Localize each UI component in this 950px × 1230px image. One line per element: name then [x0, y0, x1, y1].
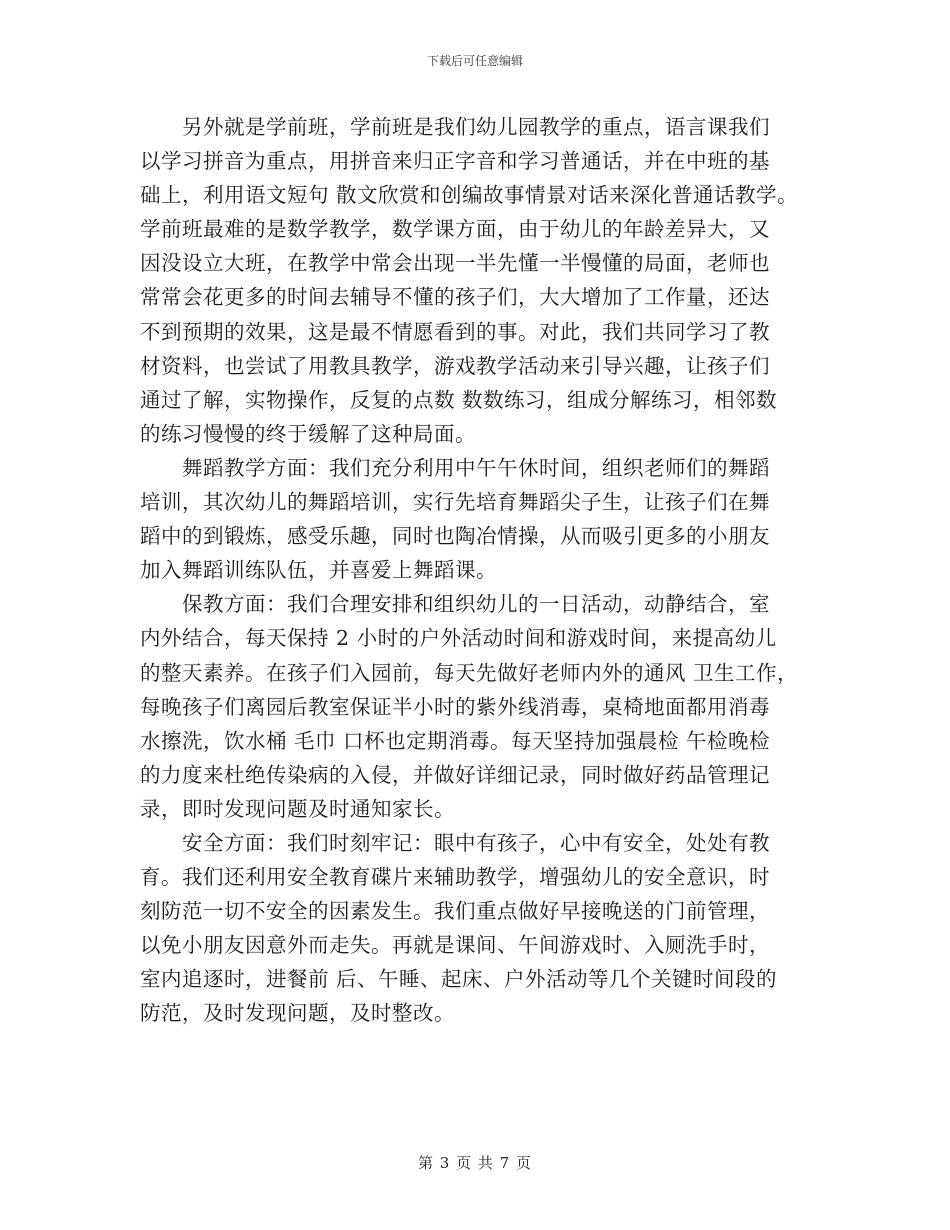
- text-line: 室内追逐时，进餐前 后、午睡、起床、户外活动等几个关键时间段的: [140, 967, 778, 992]
- text-line: 安全方面：我们时刻牢记：眼中有孩子，心中有安全，处处有教: [140, 830, 770, 855]
- text-line: 以学习拼音为重点，用拼音来归正字音和学习普通话，并在中班的基: [140, 149, 770, 174]
- page-number-footer: 第 3 页 共 7 页: [418, 1154, 532, 1172]
- document-body: [140, 110, 830, 1031]
- text-line: 水擦洗，饮水桶 毛巾 口杯也定期消毒。每天坚持加强晨检 午检晚检: [140, 728, 771, 753]
- text-line: 育。我们还利用安全教育碟片来辅助教学，增强幼儿的安全意识，时: [140, 865, 770, 890]
- text-line: 蹈中的到锻炼，感受乐趣，同时也陶冶情操，从而吸引更多的小朋友: [140, 524, 770, 549]
- text-line: 础上，利用语文短句 散文欣赏和创编故事情景对话来深化普通话教学。: [140, 183, 799, 208]
- page-header: 下载后可任意编辑: [426, 54, 523, 68]
- text-line: 通过了解，实物操作，反复的点数 数数练习，组成分解练习，相邻数: [140, 387, 778, 412]
- text-line: 每晚孩子们离园后教室保证半小时的紫外线消毒，桌椅地面都用消毒: [140, 694, 770, 719]
- text-line: 常常会花更多的时间去辅导不懂的孩子们，大大增加了工作量，还达: [140, 285, 770, 310]
- text-line: 内外结合，每天保持 2 小时的户外活动时间和游戏时间，来提高幼儿: [140, 626, 777, 651]
- text-line: 材资料，也尝试了用教具教学，游戏教学活动来引导兴趣，让孩子们: [140, 353, 770, 378]
- text-line: 防范，及时发现问题，及时整改。: [140, 1001, 455, 1026]
- text-line: 刻防范一切不安全的因素发生。我们重点做好早接晚送的门前管理，: [140, 899, 770, 924]
- text-line: 不到预期的效果，这是最不情愿看到的事。对此，我们共同学习了教: [140, 319, 770, 344]
- text-line: 的练习慢慢的终于缓解了这种局面。: [140, 421, 476, 446]
- text-line: 加入舞蹈训练队伍，并喜爱上舞蹈课。: [140, 558, 497, 583]
- text-line: 以免小朋友因意外而走失。再就是课间、午间游戏时、入厕洗手时，: [140, 933, 770, 958]
- text-line: 的力度来杜绝传染病的入侵，并做好详细记录，同时做好药品管理记: [140, 762, 770, 787]
- text-line: 舞蹈教学方面：我们充分利用中午午休时间，组织老师们的舞蹈: [140, 455, 770, 480]
- text-line: 学前班最难的是数学教学，数学课方面，由于幼儿的年龄差异大，又: [140, 217, 770, 242]
- text-line: 培训，其次幼儿的舞蹈培训，实行先培育舞蹈尖子生，让孩子们在舞: [140, 490, 770, 515]
- text-line: 另外就是学前班，学前班是我们幼儿园教学的重点，语言课我们: [140, 115, 770, 139]
- text-line: 录，即时发现问题及时通知家长。: [140, 796, 455, 821]
- text-line: 因没设立大班，在教学中常会出现一半先懂一半慢懂的局面，老师也: [140, 251, 770, 276]
- text-line: 的整天素养。在孩子们入园前，每天先做好老师内外的通风 卫生工作，: [140, 660, 799, 685]
- text-line: 保教方面：我们合理安排和组织幼儿的一日活动，动静结合，室: [140, 592, 770, 617]
